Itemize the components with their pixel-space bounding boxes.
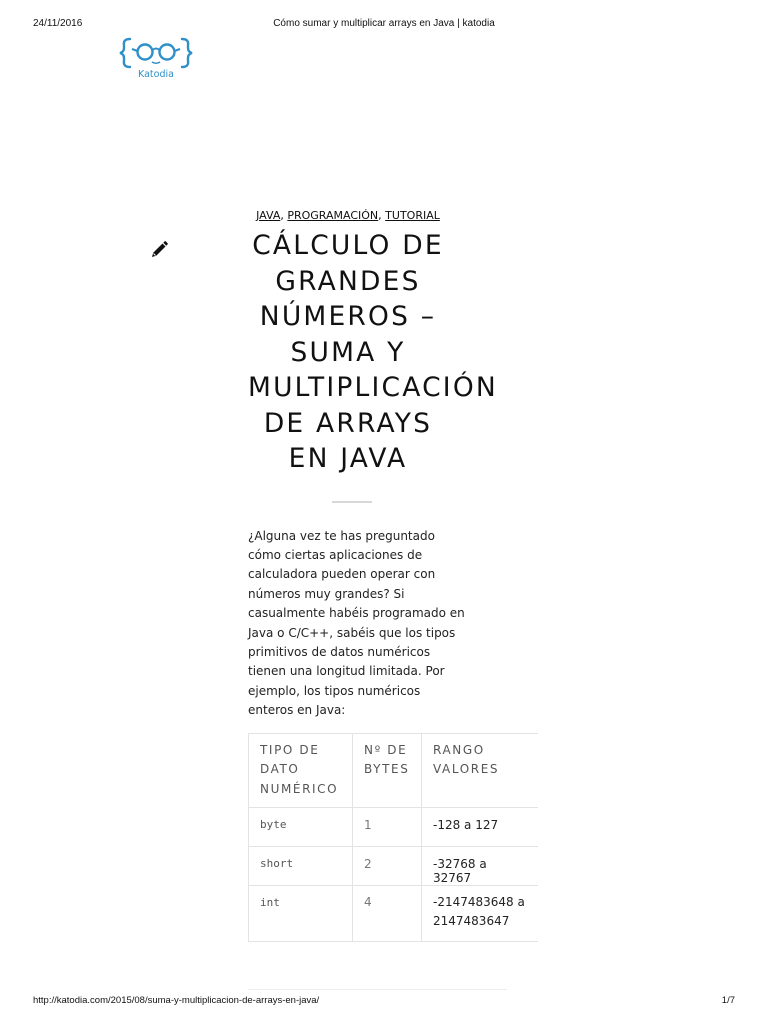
table-row bbox=[248, 886, 538, 942]
table-cell-range: -2147483648 a 2147483647 bbox=[421, 886, 538, 941]
post-title-line: SUMA Y bbox=[290, 336, 406, 368]
post-title bbox=[248, 228, 498, 477]
table-header-cell: RANGO VALORES bbox=[421, 734, 538, 807]
post-title-line: CÁLCULO DE bbox=[252, 230, 444, 261]
pencil-icon bbox=[149, 240, 169, 260]
table-header-row bbox=[248, 734, 538, 808]
print-header-title: Cómo sumar y multiplicar arrays en Java | katodia bbox=[273, 18, 495, 29]
print-header-date: 24/11/2016 bbox=[33, 18, 83, 29]
post-categories bbox=[248, 209, 448, 222]
print-footer-page-number: 1/7 bbox=[721, 995, 735, 1006]
title-divider bbox=[332, 501, 372, 503]
category-link-programacion[interactable]: PROGRAMACIÓN bbox=[287, 209, 379, 222]
table-cell-range: -32768 a 32767 bbox=[421, 847, 538, 885]
post-title-line: NÚMEROS – bbox=[259, 301, 437, 332]
table-cell-type: byte bbox=[248, 808, 352, 846]
table-cell-bytes: 4 bbox=[352, 886, 421, 941]
table-header-cell: TIPO DE DATO NUMÉRICO bbox=[248, 734, 352, 807]
post-title-line: GRANDES bbox=[275, 265, 421, 297]
post-title-line: MULTIPLICACIÓN bbox=[248, 372, 498, 403]
category-link-tutorial[interactable]: TUTORIAL bbox=[385, 209, 440, 222]
table-row bbox=[248, 847, 538, 886]
content-bottom-rule bbox=[248, 989, 507, 990]
table-header-cell: Nº DE BYTES bbox=[352, 734, 421, 807]
category-separator: , bbox=[378, 209, 382, 222]
logo-text: Katodia bbox=[138, 69, 174, 80]
table-cell-type: short bbox=[248, 847, 352, 885]
site-logo[interactable] bbox=[120, 36, 192, 84]
table-row bbox=[248, 808, 538, 847]
post-title-line: DE ARRAYS bbox=[263, 407, 433, 439]
post-title-line: EN JAVA bbox=[288, 443, 408, 474]
category-separator: , bbox=[280, 209, 284, 222]
table-cell-bytes: 2 bbox=[352, 847, 421, 885]
table-cell-bytes: 1 bbox=[352, 808, 421, 846]
table-cell-range: -128 a 127 bbox=[421, 808, 538, 846]
print-footer-url: http://katodia.com/2015/08/suma-y-multiplicacion-de-arrays-en-java/ bbox=[33, 995, 320, 1006]
integer-types-table bbox=[248, 733, 538, 942]
post-content bbox=[248, 206, 525, 986]
table-cell-type: int bbox=[248, 886, 352, 941]
post-intro: ¿Alguna vez te has preguntado cómo ciertas aplicaciones de calculadora pueden operar con números muy grandes? Si casualmente habéis programado en Java o C/C++, sabéis que los tipos primitivos de datos numéricos tienen una longitud limitada. Por ejemplo, los tipos numéricos enteros en Java: bbox=[248, 528, 465, 718]
category-link-java[interactable]: JAVA bbox=[256, 209, 281, 222]
katodia-glasses-logo-icon bbox=[120, 36, 192, 70]
